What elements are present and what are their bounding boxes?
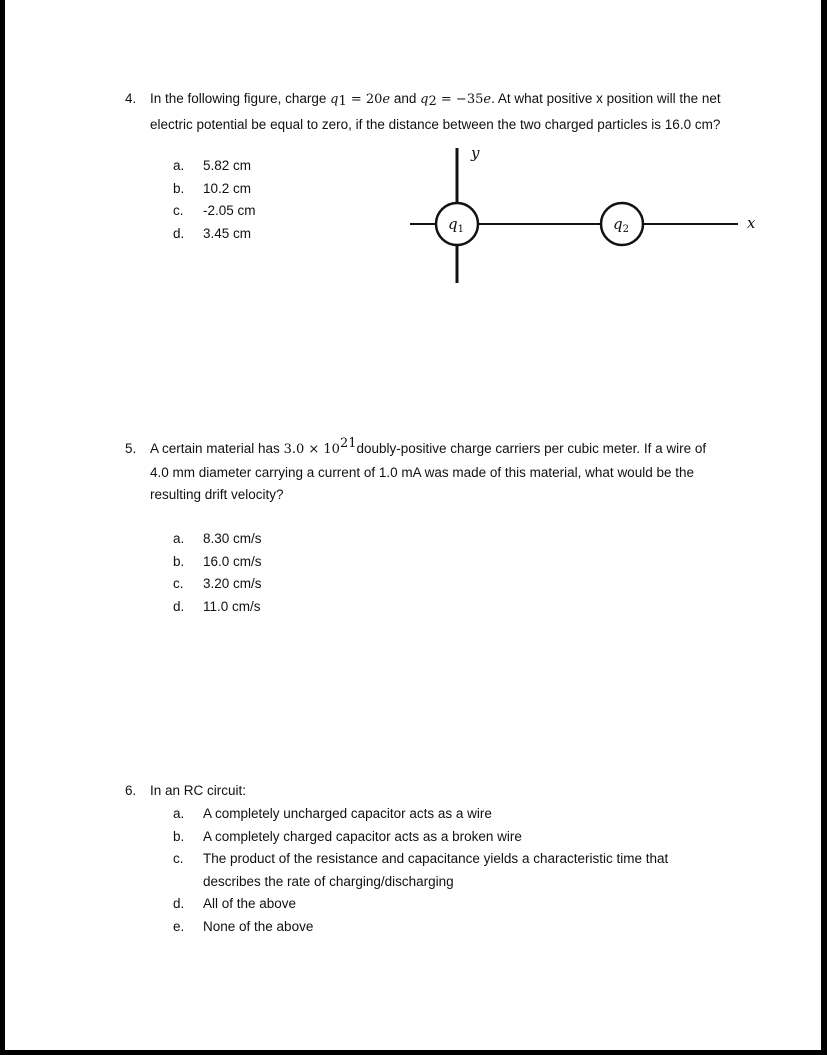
x-axis-label: x — [747, 214, 756, 232]
charge-2-label: $q_2$ — [613, 215, 629, 235]
option-item: d. All of the above — [173, 896, 297, 911]
option-item: c. The product of the resistance and capacitance yields a characteristic time that describes the rate of charging/discharging — [173, 851, 669, 889]
y-axis-label: y — [471, 144, 480, 162]
charge-1-label: $q_1$ — [448, 215, 464, 235]
question-6-number: 6. — [125, 783, 137, 798]
question-5-number: 5. — [125, 441, 137, 456]
question-4-number: 4. — [125, 91, 137, 106]
charge-diagram — [405, 140, 775, 290]
option-item: b. A completely charged capacitor acts as a broken wire — [173, 828, 522, 844]
option-item: c. 3.20 cm/s — [173, 576, 262, 591]
option-item: c. -2.05 cm — [173, 203, 256, 218]
question-6 — [125, 780, 725, 803]
question-4-options — [173, 155, 256, 245]
question-4-text: In the following figure, charge $q_1 = 20e$ and $q_2 = -35e$. At what positive x position will the net electric potential be equal to zero, if the distance between the two charged particles is 16.0 cm? — [150, 91, 721, 132]
question-6-text: In an RC circuit: — [150, 783, 247, 798]
question-6-options — [173, 803, 713, 938]
q2-symbol: q — [420, 92, 429, 107]
question-4 — [125, 88, 745, 136]
option-item: a. 8.30 cm/s — [173, 531, 262, 546]
option-item: a. 5.82 cm — [173, 158, 252, 173]
option-item: d. 11.0 cm/s — [173, 598, 261, 614]
option-item: b. 10.2 cm — [173, 180, 252, 196]
question-5-options — [173, 528, 262, 618]
question-5 — [125, 438, 725, 507]
option-item: e. None of the above — [173, 918, 314, 934]
option-item: a. A completely uncharged capacitor acts as a wire — [173, 806, 492, 821]
option-item: d. 3.45 cm — [173, 225, 252, 241]
question-5-text: A certain material has $3.0 \times 10^{21}doubly$-positive charge carriers per cubic meter. If a wire of 4.0 mm diameter carrying a current of 1.0 mA was made of this material, what would be the resulting drift velocity? — [150, 436, 707, 502]
q1-symbol: q — [330, 92, 339, 107]
option-item: b. 16.0 cm/s — [173, 553, 262, 569]
document-page — [5, 0, 821, 1050]
carrier-density: 3.0 × 10 — [283, 442, 340, 457]
